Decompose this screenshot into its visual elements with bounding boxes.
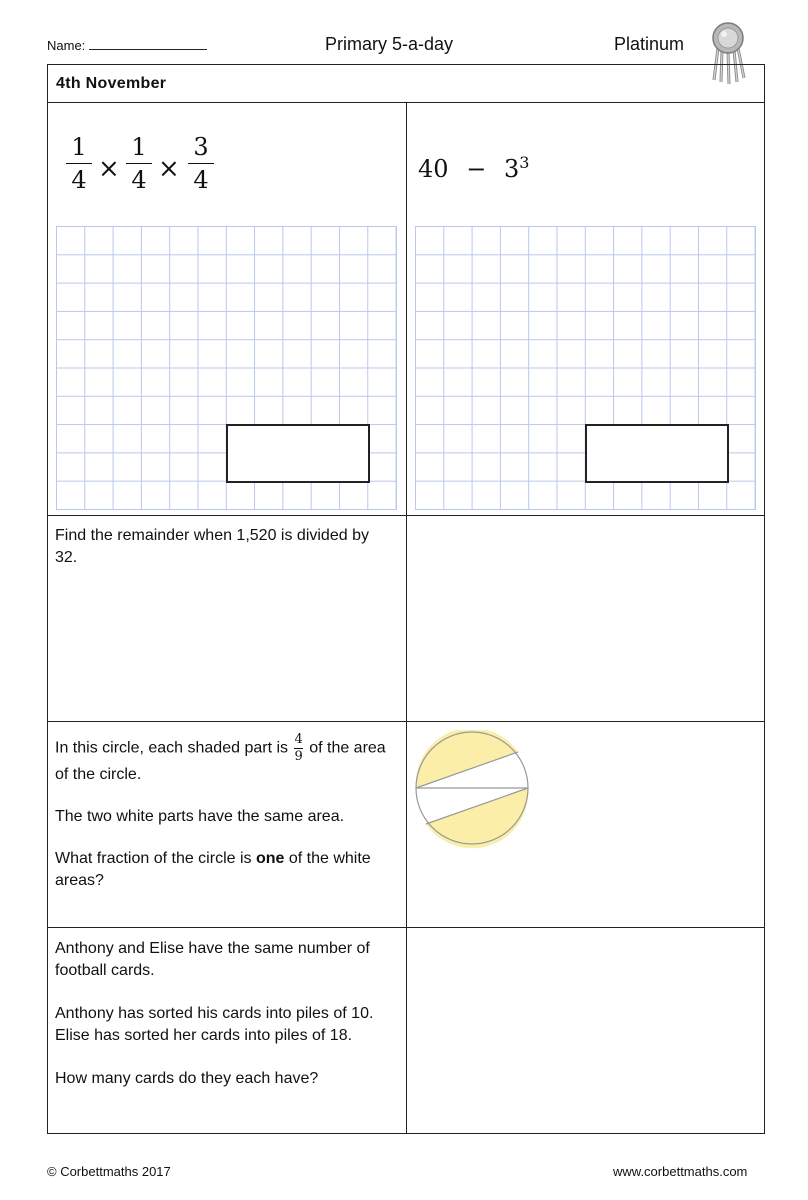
shaded-part-top (416, 730, 518, 788)
fraction-bar (66, 163, 92, 164)
fraction (188, 134, 214, 193)
difficulty-level: Platinum (614, 34, 685, 54)
denominator: 9 (294, 749, 303, 764)
question-4-text (55, 733, 400, 892)
answer-space[interactable] (407, 516, 764, 720)
question-4-para-3 (55, 848, 400, 892)
fraction-four-ninths (294, 733, 302, 764)
worksheet-title: Primary 5-a-day (325, 34, 454, 54)
copyright-notice: © Corbettmaths 2017 (47, 1164, 171, 1179)
multiply-operator: × (158, 154, 180, 184)
question-5-para-1: Anthony and Elise have the same number of football cards. (55, 940, 370, 979)
name-field (47, 38, 207, 53)
numerator: 4 (294, 732, 303, 747)
minus-operator: − (466, 155, 487, 183)
question-3-text: Find the remainder when 1,520 is divided by 32. (55, 527, 369, 566)
power-base: 3 (503, 155, 520, 183)
text-span: What fraction of the circle is (55, 850, 252, 867)
website-link[interactable]: www.corbettmaths.com (613, 1164, 748, 1179)
circle-diagram (412, 730, 532, 850)
numerator: 3 (193, 133, 209, 161)
question-5-text (55, 938, 400, 1090)
question-4-line-1 (55, 733, 400, 786)
text-span: In this circle, each shaded part is (55, 739, 289, 757)
exponent: 3 (519, 153, 530, 172)
answer-box[interactable] (585, 424, 729, 483)
multiply-operator: × (98, 154, 120, 184)
name-blank-line (89, 39, 207, 50)
question-5-para-2: Anthony has sorted his cards into piles of 10. (55, 1005, 374, 1022)
fraction (126, 134, 152, 193)
answer-space[interactable] (407, 928, 764, 1133)
question-5-para-3: Elise has sorted her cards into piles of 18. (55, 1027, 353, 1044)
answer-box[interactable] (226, 424, 370, 483)
numerator: 1 (131, 133, 147, 161)
denominator: 4 (71, 166, 87, 194)
name-label: Name: (47, 38, 86, 53)
worksheet-date: 4th November (56, 75, 167, 92)
text-span: of the area of the circle. (55, 739, 386, 783)
question-5-para-4: How many cards do they each have? (55, 1070, 319, 1087)
emphasis-one: one (255, 850, 285, 867)
fraction-bar (126, 163, 152, 164)
numerator: 1 (71, 133, 87, 161)
fraction-bar (188, 163, 214, 164)
minuend: 40 (418, 155, 449, 183)
expression (418, 153, 529, 183)
fraction (66, 134, 92, 193)
denominator: 4 (193, 166, 209, 194)
question-4-para-2: The two white parts have the same area. (55, 808, 345, 825)
text-span: of the white areas? (55, 850, 371, 889)
denominator: 4 (131, 166, 147, 194)
